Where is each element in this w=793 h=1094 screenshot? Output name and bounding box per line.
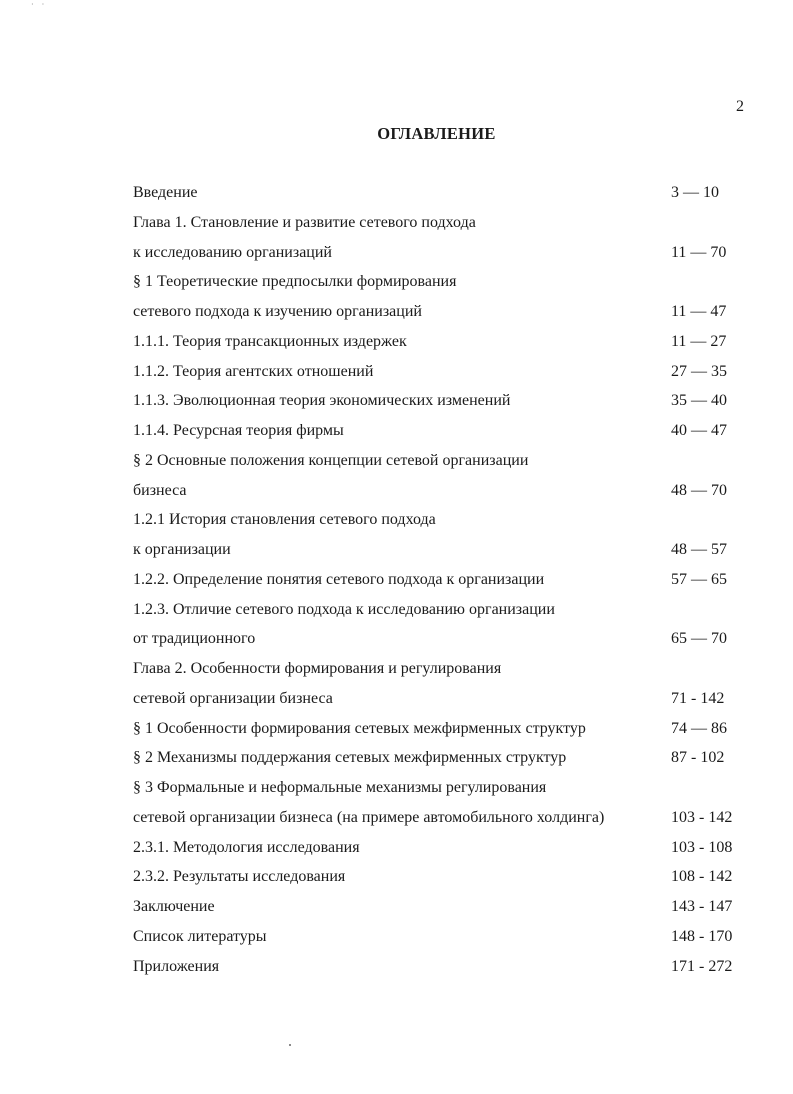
toc-entry [0, 922, 793, 952]
toc-entry [0, 297, 793, 327]
toc-entry-title: Введение [133, 184, 198, 201]
toc-entry-pages: 103 - 142 [671, 808, 733, 826]
toc-entry-title: § 3 Формальные и неформальные механизмы регулирования [133, 779, 547, 796]
toc-entry-pages: 57 — 65 [671, 570, 727, 588]
toc-entry-pages: 48 — 57 [671, 541, 727, 558]
toc-entry-title: Глава 2. Особенности формирования и регулирования [133, 660, 502, 677]
toc-entry [0, 238, 793, 268]
toc-entry-pages: 171 - 272 [671, 957, 733, 975]
toc-entry-title: 1.2.1 История становления сетевого подхода [133, 511, 436, 529]
toc-entry [0, 178, 793, 208]
toc-entry-pages: 27 — 35 [671, 362, 727, 380]
toc-entry-title: 1.2.2. Определение понятия сетевого подхода к организации [133, 570, 545, 588]
toc-entry [0, 654, 793, 684]
toc-entry-pages: 48 — 70 [671, 481, 727, 499]
toc-entry-pages: 35 — 40 [671, 392, 727, 410]
toc-entry [0, 446, 793, 476]
toc-entry-pages: 11 — 70 [671, 243, 727, 261]
toc-entry [0, 624, 793, 654]
toc-entry [0, 803, 793, 833]
toc-entry-title: 1.1.4. Ресурсная теория фирмы [133, 422, 344, 439]
toc-entry-title: 1.1.1. Теория трансакционных издержек [133, 332, 407, 350]
toc-entry-pages: 143 - 147 [671, 898, 733, 915]
toc-entry [0, 952, 793, 982]
toc-entry [0, 476, 793, 506]
toc-entry [0, 267, 793, 297]
toc-entry-title: 2.3.1. Методология исследования [133, 838, 360, 856]
toc-entry-pages: 3 — 10 [671, 184, 719, 201]
page-title: ОГЛАВЛЕНИЕ [377, 124, 496, 143]
toc-entry-pages: 11 — 27 [671, 332, 727, 350]
toc-entry-title: § 1 Теоретические предпосылки формирования [133, 273, 457, 291]
toc-entry-title: § 2 Механизмы поддержания сетевых межфирменных структур [133, 749, 567, 767]
toc-entry-title: бизнеса [133, 481, 187, 499]
page-number: 2 [736, 98, 744, 115]
toc-entry [0, 357, 793, 387]
toc-entry-title: 1.1.3. Эволюционная теория экономических изменений [133, 392, 511, 410]
toc-entry-title: к исследованию организаций [133, 243, 332, 261]
toc-entry-title: Приложения [133, 957, 220, 975]
toc-entry-pages: 74 — 86 [671, 719, 727, 737]
toc-entry-title: сетевого подхода к изучению организаций [133, 303, 422, 320]
toc-entry-title: Глава 1. Становление и развитие сетевого подхода [133, 213, 476, 231]
toc-entry-title: § 1 Особенности формирования сетевых межфирменных структур [133, 719, 586, 737]
toc-entry [0, 535, 793, 565]
scan-speck [289, 1044, 291, 1046]
toc-entry-pages: 108 - 142 [671, 868, 733, 886]
toc-entry [0, 743, 793, 773]
toc-entry-pages: 11 — 47 [671, 303, 727, 320]
toc-entry-title: 1.2.3. Отличие сетевого подхода к исследованию организации [133, 600, 555, 618]
scan-marks: · · [31, 0, 48, 9]
toc-entry [0, 714, 793, 744]
toc-entry [0, 416, 793, 446]
toc-entry-title: Заключение [133, 898, 215, 915]
toc-entry-pages: 40 — 47 [671, 422, 727, 439]
toc-entry [0, 505, 793, 535]
toc-entry [0, 386, 793, 416]
toc-entry-pages: 65 — 70 [671, 630, 727, 648]
toc-entry-title: к организации [133, 541, 231, 558]
toc-entry [0, 684, 793, 714]
toc-entry-title: сетевой организации бизнеса [133, 689, 333, 707]
toc-entry [0, 862, 793, 892]
toc-entry [0, 208, 793, 238]
toc-entry [0, 773, 793, 803]
toc-entry-title: § 2 Основные положения концепции сетевой организации [133, 451, 529, 469]
toc-entry [0, 833, 793, 863]
toc-entry [0, 595, 793, 625]
table-of-contents [0, 178, 793, 981]
toc-entry-title: Список литературы [133, 927, 267, 945]
toc-entry-pages: 103 - 108 [671, 838, 733, 856]
toc-entry-title: от традиционного [133, 630, 256, 648]
toc-entry-pages: 87 - 102 [671, 749, 725, 767]
toc-entry-pages: 148 - 170 [671, 927, 733, 945]
toc-entry [0, 327, 793, 357]
toc-entry [0, 892, 793, 922]
toc-entry-title: 2.3.2. Результаты исследования [133, 868, 346, 886]
toc-entry-title: сетевой организации бизнеса (на примере автомобильного холдинга) [133, 808, 605, 826]
toc-entry-title: 1.1.2. Теория агентских отношений [133, 362, 374, 380]
toc-entry-pages: 71 - 142 [671, 689, 725, 707]
toc-entry [0, 565, 793, 595]
